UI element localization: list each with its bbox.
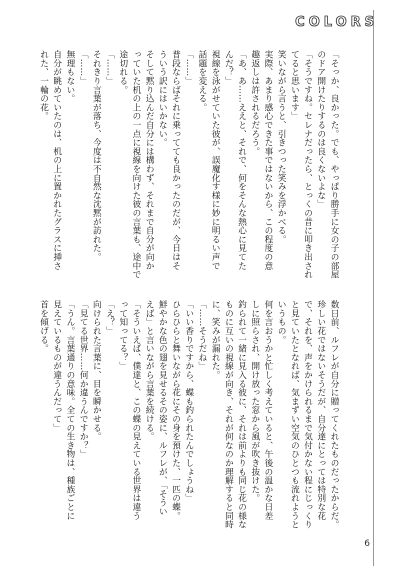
- text-line: 数日前、ルフレが自分に贈ってくれたものだったからだ。: [329, 300, 339, 529]
- text-line: って知ってる？」: [117, 300, 128, 371]
- text-line: 「……そうだね」: [196, 300, 207, 371]
- text-line: そして黙り込んだ自分には構わず、それまで自分が向か: [144, 50, 155, 270]
- text-line: 普段ならばそれに乗ってても良かったのだが、今日はそ: [170, 50, 181, 270]
- text-line: 「え？」: [104, 300, 115, 336]
- text-line: 首を傾げる。: [38, 300, 49, 353]
- text-line: 「……」: [104, 50, 115, 86]
- text-line: てると思います」: [289, 50, 300, 121]
- text-line: 「そういえば、僕達と、この蝶の見えている世界は違う: [130, 300, 141, 520]
- page-number: 6: [364, 539, 370, 549]
- text-line: ものに互いの視線が向き、それが何なのか理解すると同時: [223, 300, 234, 529]
- text-line: れた、一輪の花。: [38, 50, 49, 121]
- text-line: 何を言おうかと忙しく考えていると、午後の温かな日差: [262, 300, 273, 520]
- text-line: 「……」: [183, 50, 194, 86]
- text-line: 「うん。言葉通りの意味。全ての生き物は、種族ごとに: [64, 300, 75, 520]
- text-line: 「見てる世界……何か違うんですか？」: [78, 300, 89, 459]
- upper-text-block: [38, 50, 340, 279]
- text-line: んだ？」: [223, 50, 234, 86]
- text-line: 「そうですね。セレナだったら、とっくの昔に叩き出され: [302, 50, 313, 279]
- text-line: 釣られて一緒に見入る彼に、それは前よりも同じ花の様な: [236, 300, 247, 529]
- text-line: と見ていたとなれば、気まずい空気のひとつも流れようと: [289, 300, 300, 529]
- text-line: えば」と言いながら言葉を続ける。: [144, 300, 155, 441]
- lower-text-block: [38, 300, 340, 529]
- text-line: 珍しい花ではないそうだが、自分達にとっては特別な花: [315, 300, 326, 520]
- running-title: COLORS: [295, 15, 378, 30]
- text-line: 向けられた言葉に、目を瞬かせる。: [91, 300, 102, 441]
- text-line: 話題を変える。: [196, 50, 207, 112]
- text-line: 鮮やかな色の翅を見せるその姿に、ルフレが、「そうい: [157, 300, 168, 516]
- text-line: 「いい香りですから、蝶も釣られたんでしょうね」: [183, 300, 194, 503]
- text-line: で、それを、声をかけられるまで気付かない程にじっくり: [302, 300, 313, 529]
- text-line: 実際、あまり感心できた事ではないから、この程度の意: [262, 50, 273, 270]
- text-line: 無理もない。: [64, 50, 75, 103]
- text-line: 趣返しは許されるだろう。: [249, 50, 260, 156]
- text-line: 見えているものが違うんだって」: [51, 300, 62, 432]
- text-line: 途切れる。: [117, 50, 128, 94]
- text-line: ひらひらと舞いながら花にその身を預けた、一匹の蝶。: [170, 300, 181, 520]
- text-line: 自分が眺めていたのは、机の上に置かれたグラスに挿さ: [51, 50, 62, 270]
- text-line: 「あ、あ……ええと、それで、何をそんな熱心に見てた: [236, 50, 247, 270]
- margin-rule: [373, 10, 374, 566]
- text-line: それきり言葉が落ち、今度は不自然な沈黙が訪れた。: [91, 50, 102, 262]
- text-line: っていた机の上の一点に視線を向けた彼の言葉も、途中で: [130, 50, 141, 279]
- text-line: しに照らされ、開け放った窓から風が吹き抜けた。: [249, 300, 260, 503]
- text-line: 「……」: [78, 50, 89, 86]
- text-line: ういう訳にはいかない。: [157, 50, 168, 147]
- text-line: 視線を泳がせていた彼が、誤魔化す様に妙に明るい声で: [210, 50, 221, 270]
- text-line: いうもの。: [276, 300, 287, 344]
- text-line: のドア開けたりするのは良くないよな」: [315, 50, 326, 209]
- text-line: 笑いながら言うと、引きつった笑みを浮かべる。: [276, 50, 287, 244]
- text-line: 「そっか、良かった。でも、やっぱり勝手に女の子の部屋: [329, 50, 339, 279]
- text-line: に、笑みが漏れた。: [210, 300, 221, 380]
